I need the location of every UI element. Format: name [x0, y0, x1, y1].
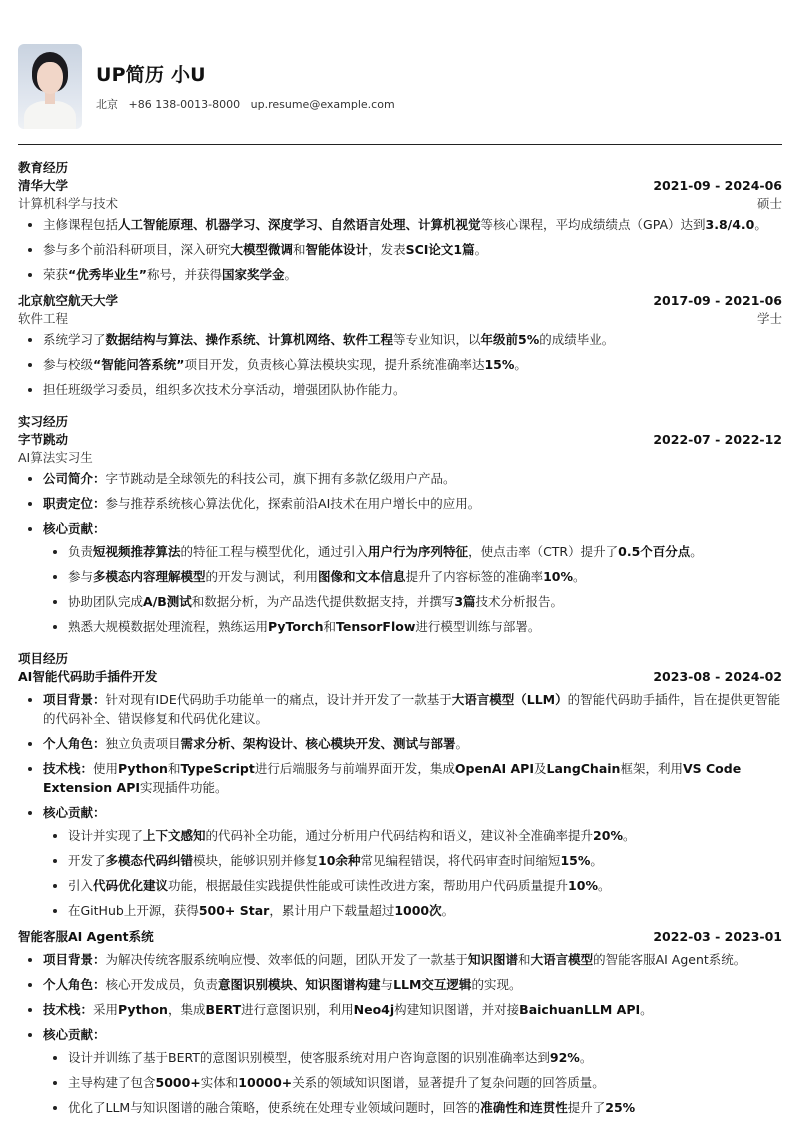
list-item: • 在GitHub上开源，获得500+ Star，累计用户下载量超过1000次。	[68, 901, 782, 920]
list-item: • 职责定位：参与推荐系统核心算法优化，探索前沿AI技术在用户增长中的应用。	[43, 494, 782, 513]
list-item: • 引入代码优化建议功能，根据最佳实践提供性能或可读性改进方案，帮助用户代码质量提升10%。	[68, 876, 782, 895]
section-title: 实习经历	[18, 414, 69, 429]
list-item-label: 核心贡献：	[43, 1027, 106, 1042]
section-title: 教育经历	[18, 160, 69, 175]
list-item: • 个人角色：核心开发成员，负责意图识别模块、知识图谱构建与LLM交互逻辑的实现。	[43, 975, 782, 994]
degree: 学士	[756, 311, 782, 326]
bullet-list	[18, 469, 782, 636]
resume-page	[18, 43, 782, 1125]
internship-section	[18, 413, 782, 636]
major: 软件工程	[18, 311, 69, 326]
list-item: • 担任班级学习委员，组织多次技术分享活动，增强团队协作能力。	[43, 380, 782, 399]
bullet-list	[18, 690, 782, 920]
list-item: • 优化了LLM与知识图谱的融合策略，使系统在处理专业领域问题时，回答的准确性和连贯性提升了25%	[68, 1098, 782, 1117]
school-name: 北京航空航天大学	[18, 293, 119, 308]
project-entry	[18, 668, 782, 920]
list-item-label: 核心贡献：	[43, 805, 106, 820]
list-item: • 开发了多模态代码纠错模块，能够识别并修复10余种常见编程错误，将代码审查时间缩短15%。	[68, 851, 782, 870]
contact-phone: +86 138-0013-8000	[128, 98, 241, 111]
list-item: • 技术栈：采用Python，集成BERT进行意图识别，利用Neo4j构建知识图谱，并对接BaichuanLLM API。	[43, 1000, 782, 1019]
list-item: • 主修课程包括人工智能原理、机器学习、深度学习、自然语言处理、计算机视觉等核心课程，平均成绩绩点（GPA）达到3.8/4.0。	[43, 215, 782, 234]
list-item-label: 核心贡献：	[43, 521, 106, 536]
list-item: • 熟悉大规模数据处理流程，熟练运用PyTorch和TensorFlow进行模型训练与部署。	[68, 617, 782, 636]
list-item: • 参与校级“智能问答系统”项目开发，负责核心算法模块实现，提升系统准确率达15%。	[43, 355, 782, 374]
header-divider	[18, 144, 782, 145]
sub-bullet-list	[43, 542, 782, 636]
list-item	[43, 803, 782, 920]
date-range: 2022-07 - 2022-12	[653, 432, 782, 447]
list-item	[43, 519, 782, 636]
list-item: • 参与多个前沿科研项目，深入研究大模型微调和智能体设计，发表SCI论文1篇。	[43, 240, 782, 259]
list-item: • 设计并实现了上下文感知的代码补全功能，通过分析用户代码结构和语义，建议补全准确率提升20%。	[68, 826, 782, 845]
list-item: • 系统学习了数据结构与算法、操作系统、计算机网络、软件工程等专业知识，以年级前5%的成绩毕业。	[43, 330, 782, 349]
contact-email: up.resume@example.com	[250, 98, 395, 111]
degree: 硕士	[756, 196, 782, 211]
contact-city: 北京	[96, 98, 118, 111]
project-entry	[18, 928, 782, 1117]
sub-bullet-list	[43, 826, 782, 920]
list-item: • 参与多模态内容理解模型的开发与测试，利用图像和文本信息提升了内容标签的准确率10%。	[68, 567, 782, 586]
list-item	[43, 1025, 782, 1117]
date-range: 2023-08 - 2024-02	[653, 669, 782, 684]
list-item: • 项目背景：为解决传统客服系统响应慢、效率低的问题，团队开发了一款基于知识图谱和大语言模型的智能客服AI Agent系统。	[43, 950, 782, 969]
header-info	[96, 60, 402, 112]
contact-line	[96, 96, 402, 112]
major: 计算机科学与技术	[18, 196, 119, 211]
list-item: • 个人角色：独立负责项目需求分析、架构设计、核心模块开发、测试与部署。	[43, 734, 782, 753]
internship-entry	[18, 431, 782, 636]
candidate-name: UP简历 小U	[96, 64, 206, 86]
profile-photo	[18, 44, 82, 129]
project-name: 智能客服AI Agent系统	[18, 929, 154, 944]
list-item: • 项目背景：针对现有IDE代码助手功能单一的痛点，设计并开发了一款基于大语言模型（LLM）的智能代码助手插件，旨在提供更智能的代码补全、错误修复和代码优化建议。	[43, 690, 782, 728]
education-entry	[18, 292, 782, 399]
resume-header	[18, 43, 782, 129]
sub-bullet-list	[43, 1048, 782, 1117]
bullet-list	[18, 330, 782, 399]
date-range: 2021-09 - 2024-06	[653, 178, 782, 193]
date-range: 2022-03 - 2023-01	[653, 929, 782, 944]
date-range: 2017-09 - 2021-06	[653, 293, 782, 308]
education-entry	[18, 177, 782, 284]
education-section	[18, 159, 782, 399]
projects-section	[18, 650, 782, 1117]
school-name: 清华大学	[18, 178, 69, 193]
company-name: 字节跳动	[18, 432, 69, 447]
list-item: • 协助团队完成A/B测试和数据分析，为产品迭代提供数据支持，并撰写3篇技术分析报告。	[68, 592, 782, 611]
project-name: AI智能代码助手插件开发	[18, 669, 158, 684]
section-title: 项目经历	[18, 651, 69, 666]
bullet-list	[18, 950, 782, 1117]
list-item: • 技术栈：使用Python和TypeScript进行后端服务与前端界面开发，集成OpenAI API及LangChain框架，利用VS Code Extension API实现插件功能。	[43, 759, 782, 797]
list-item: • 荣获“优秀毕业生”称号，并获得国家奖学金。	[43, 265, 782, 284]
list-item: • 主导构建了包含5000+实体和10000+关系的领域知识图谱，显著提升了复杂问题的回答质量。	[68, 1073, 782, 1092]
role: AI算法实习生	[18, 450, 93, 465]
list-item: • 公司简介：字节跳动是全球领先的科技公司，旗下拥有多款亿级用户产品。	[43, 469, 782, 488]
list-item: • 负责短视频推荐算法的特征工程与模型优化，通过引入用户行为序列特征，使点击率（CTR）提升了0.5个百分点。	[68, 542, 782, 561]
list-item: • 设计并训练了基于BERT的意图识别模型，使客服系统对用户咨询意图的识别准确率达到92%。	[68, 1048, 782, 1067]
bullet-list	[18, 215, 782, 284]
